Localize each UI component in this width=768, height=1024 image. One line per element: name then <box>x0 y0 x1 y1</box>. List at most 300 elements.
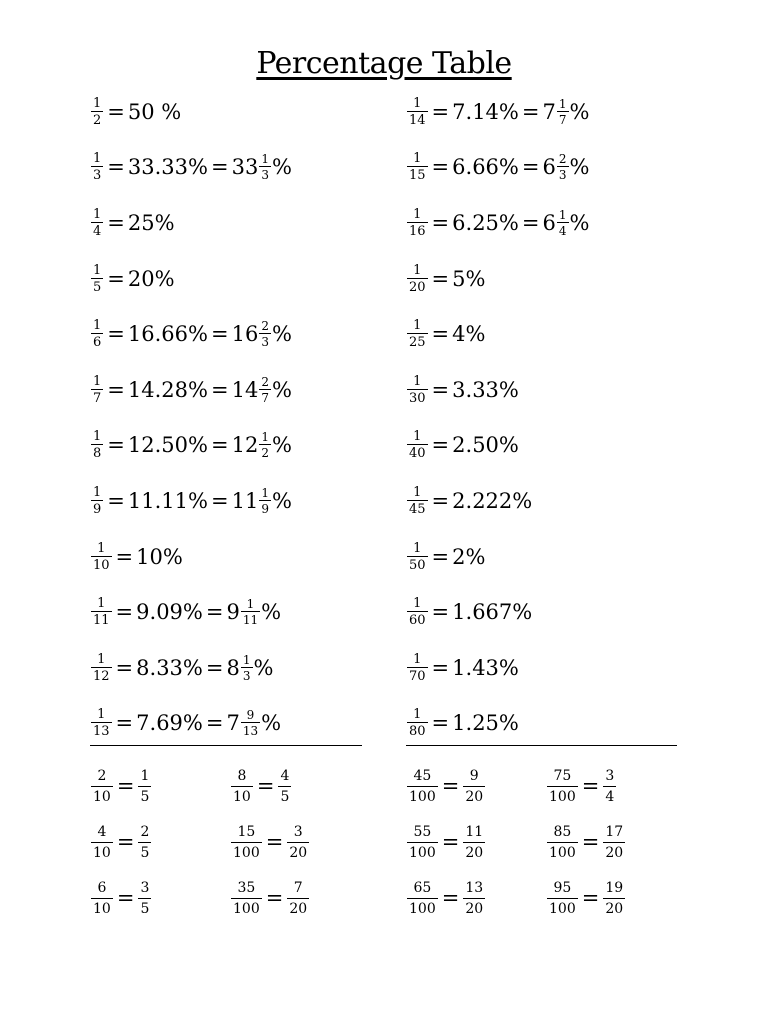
unit-fraction <box>91 708 112 738</box>
equals-sign: = <box>115 600 134 625</box>
fraction-denominator: 3 <box>558 168 567 183</box>
divider-right <box>406 745 677 746</box>
fraction-numerator: 1 <box>93 206 102 222</box>
fraction-denominator: 3 <box>261 335 269 350</box>
equals-sign: = <box>116 774 135 798</box>
percent-value: 6.25% <box>452 210 519 235</box>
fraction <box>547 825 578 860</box>
unit-fraction <box>91 319 103 349</box>
equivalence-column <box>90 758 152 926</box>
fraction-numerator: 1 <box>413 707 422 723</box>
fraction-denominator: 4 <box>93 223 102 239</box>
fraction <box>547 881 578 916</box>
fraction-numerator: 35 <box>237 879 256 896</box>
fraction-numerator: 1 <box>261 152 269 167</box>
equals-sign: = <box>431 266 450 291</box>
left-row <box>90 418 390 474</box>
fraction-denominator: 6 <box>93 335 102 351</box>
equals-sign: = <box>265 830 284 854</box>
fraction-denominator: 5 <box>138 786 151 804</box>
unit-fraction <box>91 375 103 405</box>
simplified-fraction <box>138 769 151 804</box>
equivalence-row <box>230 814 310 870</box>
mixed-fraction <box>557 153 569 181</box>
fraction-numerator: 8 <box>237 767 247 784</box>
mixed-percent <box>226 598 281 626</box>
percent-value: 2.50% <box>452 433 519 458</box>
fraction-denominator: 3 <box>242 668 251 683</box>
fraction-denominator: 4 <box>558 223 567 238</box>
percent-value: 4% <box>452 322 486 347</box>
right-row <box>406 362 706 418</box>
percent-value: 12.50% <box>127 433 208 458</box>
fraction-numerator: 1 <box>97 596 106 612</box>
equivalence <box>546 825 626 860</box>
fraction-numerator: 1 <box>413 318 422 334</box>
percent-value: 2% <box>452 544 486 569</box>
equals-sign: = <box>441 886 460 910</box>
percent-value: 7.69% <box>136 711 203 736</box>
unit-fraction <box>407 542 428 572</box>
equals-sign: = <box>115 544 134 569</box>
equals-sign: = <box>107 488 125 513</box>
equals-sign: = <box>256 774 275 798</box>
unit-fraction <box>91 264 103 294</box>
fraction-numerator: 1 <box>93 262 102 278</box>
left-row <box>90 306 390 362</box>
fraction-denominator: 60 <box>409 613 426 629</box>
percent-value: 10% <box>136 544 183 569</box>
percent-sign: % <box>271 322 292 347</box>
fraction-numerator: 75 <box>553 767 572 784</box>
equivalence <box>90 825 152 860</box>
equals-sign: = <box>431 544 450 569</box>
fraction-numerator: 1 <box>97 651 106 667</box>
fraction-denominator: 100 <box>547 898 578 916</box>
equals-sign: = <box>521 210 540 235</box>
fraction-numerator: 1 <box>413 151 422 167</box>
left-fraction-column <box>90 84 390 751</box>
page-title: Percentage Table <box>256 46 512 81</box>
fraction <box>407 881 438 916</box>
percent-sign: % <box>271 488 292 513</box>
fraction-numerator: 1 <box>261 430 269 445</box>
fraction-denominator: 20 <box>463 842 485 860</box>
equals-sign: = <box>107 433 125 458</box>
fraction <box>407 769 438 804</box>
fraction-denominator: 11 <box>93 613 110 629</box>
percent-value: 8.33% <box>136 655 203 680</box>
fraction <box>407 825 438 860</box>
fraction-numerator: 1 <box>413 373 422 389</box>
fraction-numerator: 1 <box>413 95 422 111</box>
equals-sign: = <box>107 155 125 180</box>
mixed-whole: 12 <box>231 433 259 458</box>
fraction-denominator: 100 <box>407 898 438 916</box>
fraction-denominator: 15 <box>409 168 426 184</box>
right-row <box>406 473 706 529</box>
equals-sign: = <box>441 830 460 854</box>
fraction-numerator: 1 <box>93 95 102 111</box>
unit-fraction <box>91 430 103 460</box>
fraction-denominator: 9 <box>93 501 102 517</box>
left-row <box>90 584 390 640</box>
fraction-denominator: 20 <box>603 898 625 916</box>
fraction-numerator: 2 <box>558 152 567 167</box>
fraction-denominator: 20 <box>287 898 309 916</box>
percent-value: 5% <box>452 266 486 291</box>
fraction-numerator: 19 <box>605 879 624 896</box>
percent-sign: % <box>271 433 292 458</box>
right-row <box>406 529 706 585</box>
right-row <box>406 640 706 696</box>
fraction-denominator: 3 <box>261 168 269 183</box>
fraction-denominator: 8 <box>93 446 102 462</box>
simplified-fraction <box>603 825 625 860</box>
simplified-fraction <box>463 881 485 916</box>
left-row <box>90 640 390 696</box>
right-row <box>406 418 706 474</box>
mixed-fraction <box>557 98 569 126</box>
equivalence-row <box>406 758 486 814</box>
percent-value: 50 % <box>127 99 182 124</box>
equals-sign: = <box>205 655 224 680</box>
mixed-whole: 7 <box>226 711 240 736</box>
fraction-denominator: 2 <box>261 446 269 461</box>
equivalence <box>406 769 486 804</box>
equals-sign: = <box>431 155 450 180</box>
fraction-numerator: 17 <box>605 823 624 840</box>
mixed-whole: 11 <box>231 488 259 513</box>
simplified-fraction <box>603 881 625 916</box>
fraction-numerator: 55 <box>413 823 432 840</box>
equivalence-row <box>546 870 626 926</box>
mixed-percent <box>232 487 292 515</box>
equals-sign: = <box>581 774 600 798</box>
equivalence-row <box>90 814 152 870</box>
fraction-denominator: 9 <box>261 501 269 516</box>
percent-value: 20% <box>127 266 175 291</box>
left-row <box>90 251 390 307</box>
equivalence-row <box>406 814 486 870</box>
equals-sign: = <box>431 600 450 625</box>
mixed-fraction <box>241 709 260 737</box>
equivalence-row <box>546 814 626 870</box>
percent-value: 3.33% <box>452 377 519 402</box>
left-row <box>90 529 390 585</box>
equals-sign: = <box>265 886 284 910</box>
mixed-percent <box>542 98 589 126</box>
equals-sign: = <box>210 155 229 180</box>
equivalence <box>90 881 152 916</box>
percent-sign: % <box>569 99 590 124</box>
fraction-denominator: 7 <box>261 390 269 405</box>
fraction-numerator: 3 <box>293 823 303 840</box>
fraction-denominator: 16 <box>409 223 426 239</box>
mixed-fraction <box>259 487 271 515</box>
fraction-denominator: 10 <box>93 557 110 573</box>
percent-sign: % <box>253 655 274 680</box>
fraction-denominator: 13 <box>93 724 110 740</box>
fraction-denominator: 5 <box>138 842 151 860</box>
fraction-denominator: 20 <box>409 279 426 295</box>
fraction-denominator: 7 <box>558 112 567 127</box>
unit-fraction <box>407 708 428 738</box>
fraction <box>91 881 113 916</box>
equals-sign: = <box>581 830 600 854</box>
fraction-denominator: 13 <box>242 724 259 739</box>
fraction-denominator: 14 <box>409 112 426 128</box>
equals-sign: = <box>441 774 460 798</box>
unit-fraction <box>407 597 428 627</box>
simplified-fraction <box>138 881 151 916</box>
fraction-numerator: 1 <box>246 597 255 612</box>
fraction-denominator: 12 <box>93 668 110 684</box>
percent-value: 11.11% <box>127 488 208 513</box>
fraction-numerator: 1 <box>93 318 102 334</box>
equals-sign: = <box>431 99 450 124</box>
right-row <box>406 696 706 752</box>
fraction-denominator: 100 <box>547 786 578 804</box>
right-row <box>406 306 706 362</box>
fraction-denominator: 2 <box>93 112 102 128</box>
fraction-denominator: 20 <box>287 842 309 860</box>
mixed-percent <box>542 153 589 181</box>
fraction-denominator: 11 <box>242 613 259 628</box>
equivalence-row <box>230 870 310 926</box>
percent-value: 1.43% <box>452 655 519 680</box>
equals-sign: = <box>107 322 125 347</box>
left-row <box>90 84 390 140</box>
fraction-denominator: 20 <box>463 786 485 804</box>
percent-value: 1.667% <box>452 600 533 625</box>
fraction <box>91 825 113 860</box>
equals-sign: = <box>107 266 125 291</box>
percent-sign: % <box>569 210 590 235</box>
equals-sign: = <box>107 377 125 402</box>
mixed-fraction <box>259 431 271 459</box>
fraction-numerator: 1 <box>242 652 251 667</box>
fraction-numerator: 1 <box>413 262 422 278</box>
right-row <box>406 195 706 251</box>
unit-fraction <box>407 208 428 238</box>
percent-sign: % <box>271 155 292 180</box>
fraction-numerator: 1 <box>413 429 422 445</box>
fraction <box>547 769 578 804</box>
equals-sign: = <box>431 433 450 458</box>
fraction-numerator: 6 <box>97 879 107 896</box>
equivalence <box>230 825 310 860</box>
equals-sign: = <box>116 886 135 910</box>
fraction-numerator: 1 <box>413 651 422 667</box>
fraction-numerator: 1 <box>97 540 106 556</box>
fraction <box>231 825 262 860</box>
right-fraction-column <box>406 84 706 751</box>
equals-sign: = <box>431 210 450 235</box>
fraction-numerator: 13 <box>465 879 484 896</box>
fraction-numerator: 1 <box>413 484 422 500</box>
unit-fraction <box>407 264 428 294</box>
equals-sign: = <box>431 377 450 402</box>
mixed-fraction <box>241 654 253 682</box>
fraction-numerator: 85 <box>553 823 572 840</box>
fraction-numerator: 15 <box>237 823 256 840</box>
right-row <box>406 84 706 140</box>
fraction-denominator: 20 <box>603 842 625 860</box>
unit-fraction <box>91 152 103 182</box>
equivalence-column <box>230 758 310 926</box>
equals-sign: = <box>521 155 540 180</box>
unit-fraction <box>407 486 428 516</box>
fraction-numerator: 1 <box>413 206 422 222</box>
mixed-whole: 7 <box>542 99 556 124</box>
equivalence-row <box>230 758 310 814</box>
equals-sign: = <box>205 600 224 625</box>
fraction-denominator: 45 <box>409 501 426 517</box>
fraction-numerator: 4 <box>97 823 107 840</box>
fraction <box>91 769 113 804</box>
unit-fraction <box>407 375 428 405</box>
unit-fraction <box>407 430 428 460</box>
fraction-numerator: 2 <box>97 767 107 784</box>
simplified-fraction <box>287 825 309 860</box>
right-row <box>406 140 706 196</box>
equals-sign: = <box>210 322 229 347</box>
equals-sign: = <box>431 322 450 347</box>
fraction-numerator: 9 <box>469 767 479 784</box>
simplified-fraction <box>463 769 485 804</box>
left-row <box>90 696 390 752</box>
unit-fraction <box>91 542 112 572</box>
fraction-denominator: 4 <box>603 786 616 804</box>
mixed-whole: 33 <box>231 155 259 180</box>
unit-fraction <box>407 152 428 182</box>
fraction-denominator: 3 <box>93 168 102 184</box>
equivalence-row <box>406 870 486 926</box>
fraction-denominator: 30 <box>409 390 426 406</box>
fraction-denominator: 40 <box>409 446 426 462</box>
fraction-denominator: 10 <box>91 898 113 916</box>
right-row <box>406 251 706 307</box>
left-row <box>90 473 390 529</box>
left-row <box>90 140 390 196</box>
equals-sign: = <box>107 99 125 124</box>
fraction-denominator: 50 <box>409 557 426 573</box>
equivalence <box>406 825 486 860</box>
equals-sign: = <box>581 886 600 910</box>
mixed-percent <box>232 153 292 181</box>
equivalence-row <box>546 758 626 814</box>
equivalence-row <box>90 758 152 814</box>
fraction-numerator: 4 <box>280 767 290 784</box>
fraction-numerator: 1 <box>93 373 102 389</box>
mixed-whole: 8 <box>226 655 240 680</box>
fraction-numerator: 9 <box>246 708 255 723</box>
fraction <box>231 769 253 804</box>
unit-fraction <box>407 319 428 349</box>
fraction-denominator: 5 <box>93 279 102 295</box>
percent-value: 1.25% <box>452 711 519 736</box>
fraction-numerator: 1 <box>413 596 422 612</box>
fraction-denominator: 10 <box>91 786 113 804</box>
unit-fraction <box>91 486 103 516</box>
fraction-denominator: 100 <box>231 898 262 916</box>
right-row <box>406 584 706 640</box>
mixed-fraction <box>259 153 271 181</box>
simplified-fraction <box>603 769 616 804</box>
fraction-numerator: 1 <box>93 151 102 167</box>
mixed-fraction <box>241 598 260 626</box>
fraction-denominator: 10 <box>91 842 113 860</box>
percent-sign: % <box>569 155 590 180</box>
fraction-numerator: 65 <box>413 879 432 896</box>
equivalence <box>90 769 152 804</box>
left-row <box>90 362 390 418</box>
left-row <box>90 195 390 251</box>
divider-left <box>90 745 362 746</box>
percent-sign: % <box>261 711 282 736</box>
fraction-numerator: 1 <box>93 484 102 500</box>
fraction-denominator: 100 <box>547 842 578 860</box>
fraction-numerator: 2 <box>140 823 150 840</box>
equals-sign: = <box>116 830 135 854</box>
equals-sign: = <box>431 655 450 680</box>
equals-sign: = <box>205 711 224 736</box>
mixed-percent <box>226 654 273 682</box>
unit-fraction <box>91 653 112 683</box>
mixed-whole: 14 <box>231 377 259 402</box>
equals-sign: = <box>521 99 540 124</box>
fraction-numerator: 2 <box>261 319 269 334</box>
fraction-denominator: 100 <box>407 842 438 860</box>
mixed-percent <box>232 431 292 459</box>
fraction-denominator: 7 <box>93 390 102 406</box>
mixed-fraction <box>557 209 569 237</box>
unit-fraction <box>407 97 428 127</box>
percent-value: 16.66% <box>127 322 208 347</box>
equals-sign: = <box>115 711 134 736</box>
percent-value: 6.66% <box>452 155 519 180</box>
equivalence <box>546 881 626 916</box>
fraction-denominator: 20 <box>463 898 485 916</box>
equivalence-row <box>90 870 152 926</box>
equivalence-column <box>546 758 626 926</box>
equivalence <box>546 769 617 804</box>
percent-value: 25% <box>127 210 175 235</box>
mixed-percent <box>226 709 281 737</box>
simplified-fraction <box>463 825 485 860</box>
percent-value: 2.222% <box>452 488 533 513</box>
equivalence-column <box>406 758 486 926</box>
unit-fraction <box>91 97 103 127</box>
equals-sign: = <box>431 488 450 513</box>
unit-fraction <box>91 208 103 238</box>
fraction-numerator: 1 <box>93 429 102 445</box>
equals-sign: = <box>115 655 134 680</box>
mixed-percent <box>232 376 292 404</box>
fraction-numerator: 95 <box>553 879 572 896</box>
fraction-numerator: 1 <box>97 707 106 723</box>
mixed-whole: 9 <box>226 600 240 625</box>
percent-value: 9.09% <box>136 600 203 625</box>
fraction-numerator: 3 <box>140 879 150 896</box>
equals-sign: = <box>210 488 229 513</box>
fraction-numerator: 1 <box>261 485 269 500</box>
equivalence <box>406 881 486 916</box>
equivalence <box>230 769 292 804</box>
equals-sign: = <box>107 210 125 235</box>
percent-value: 14.28% <box>127 377 208 402</box>
